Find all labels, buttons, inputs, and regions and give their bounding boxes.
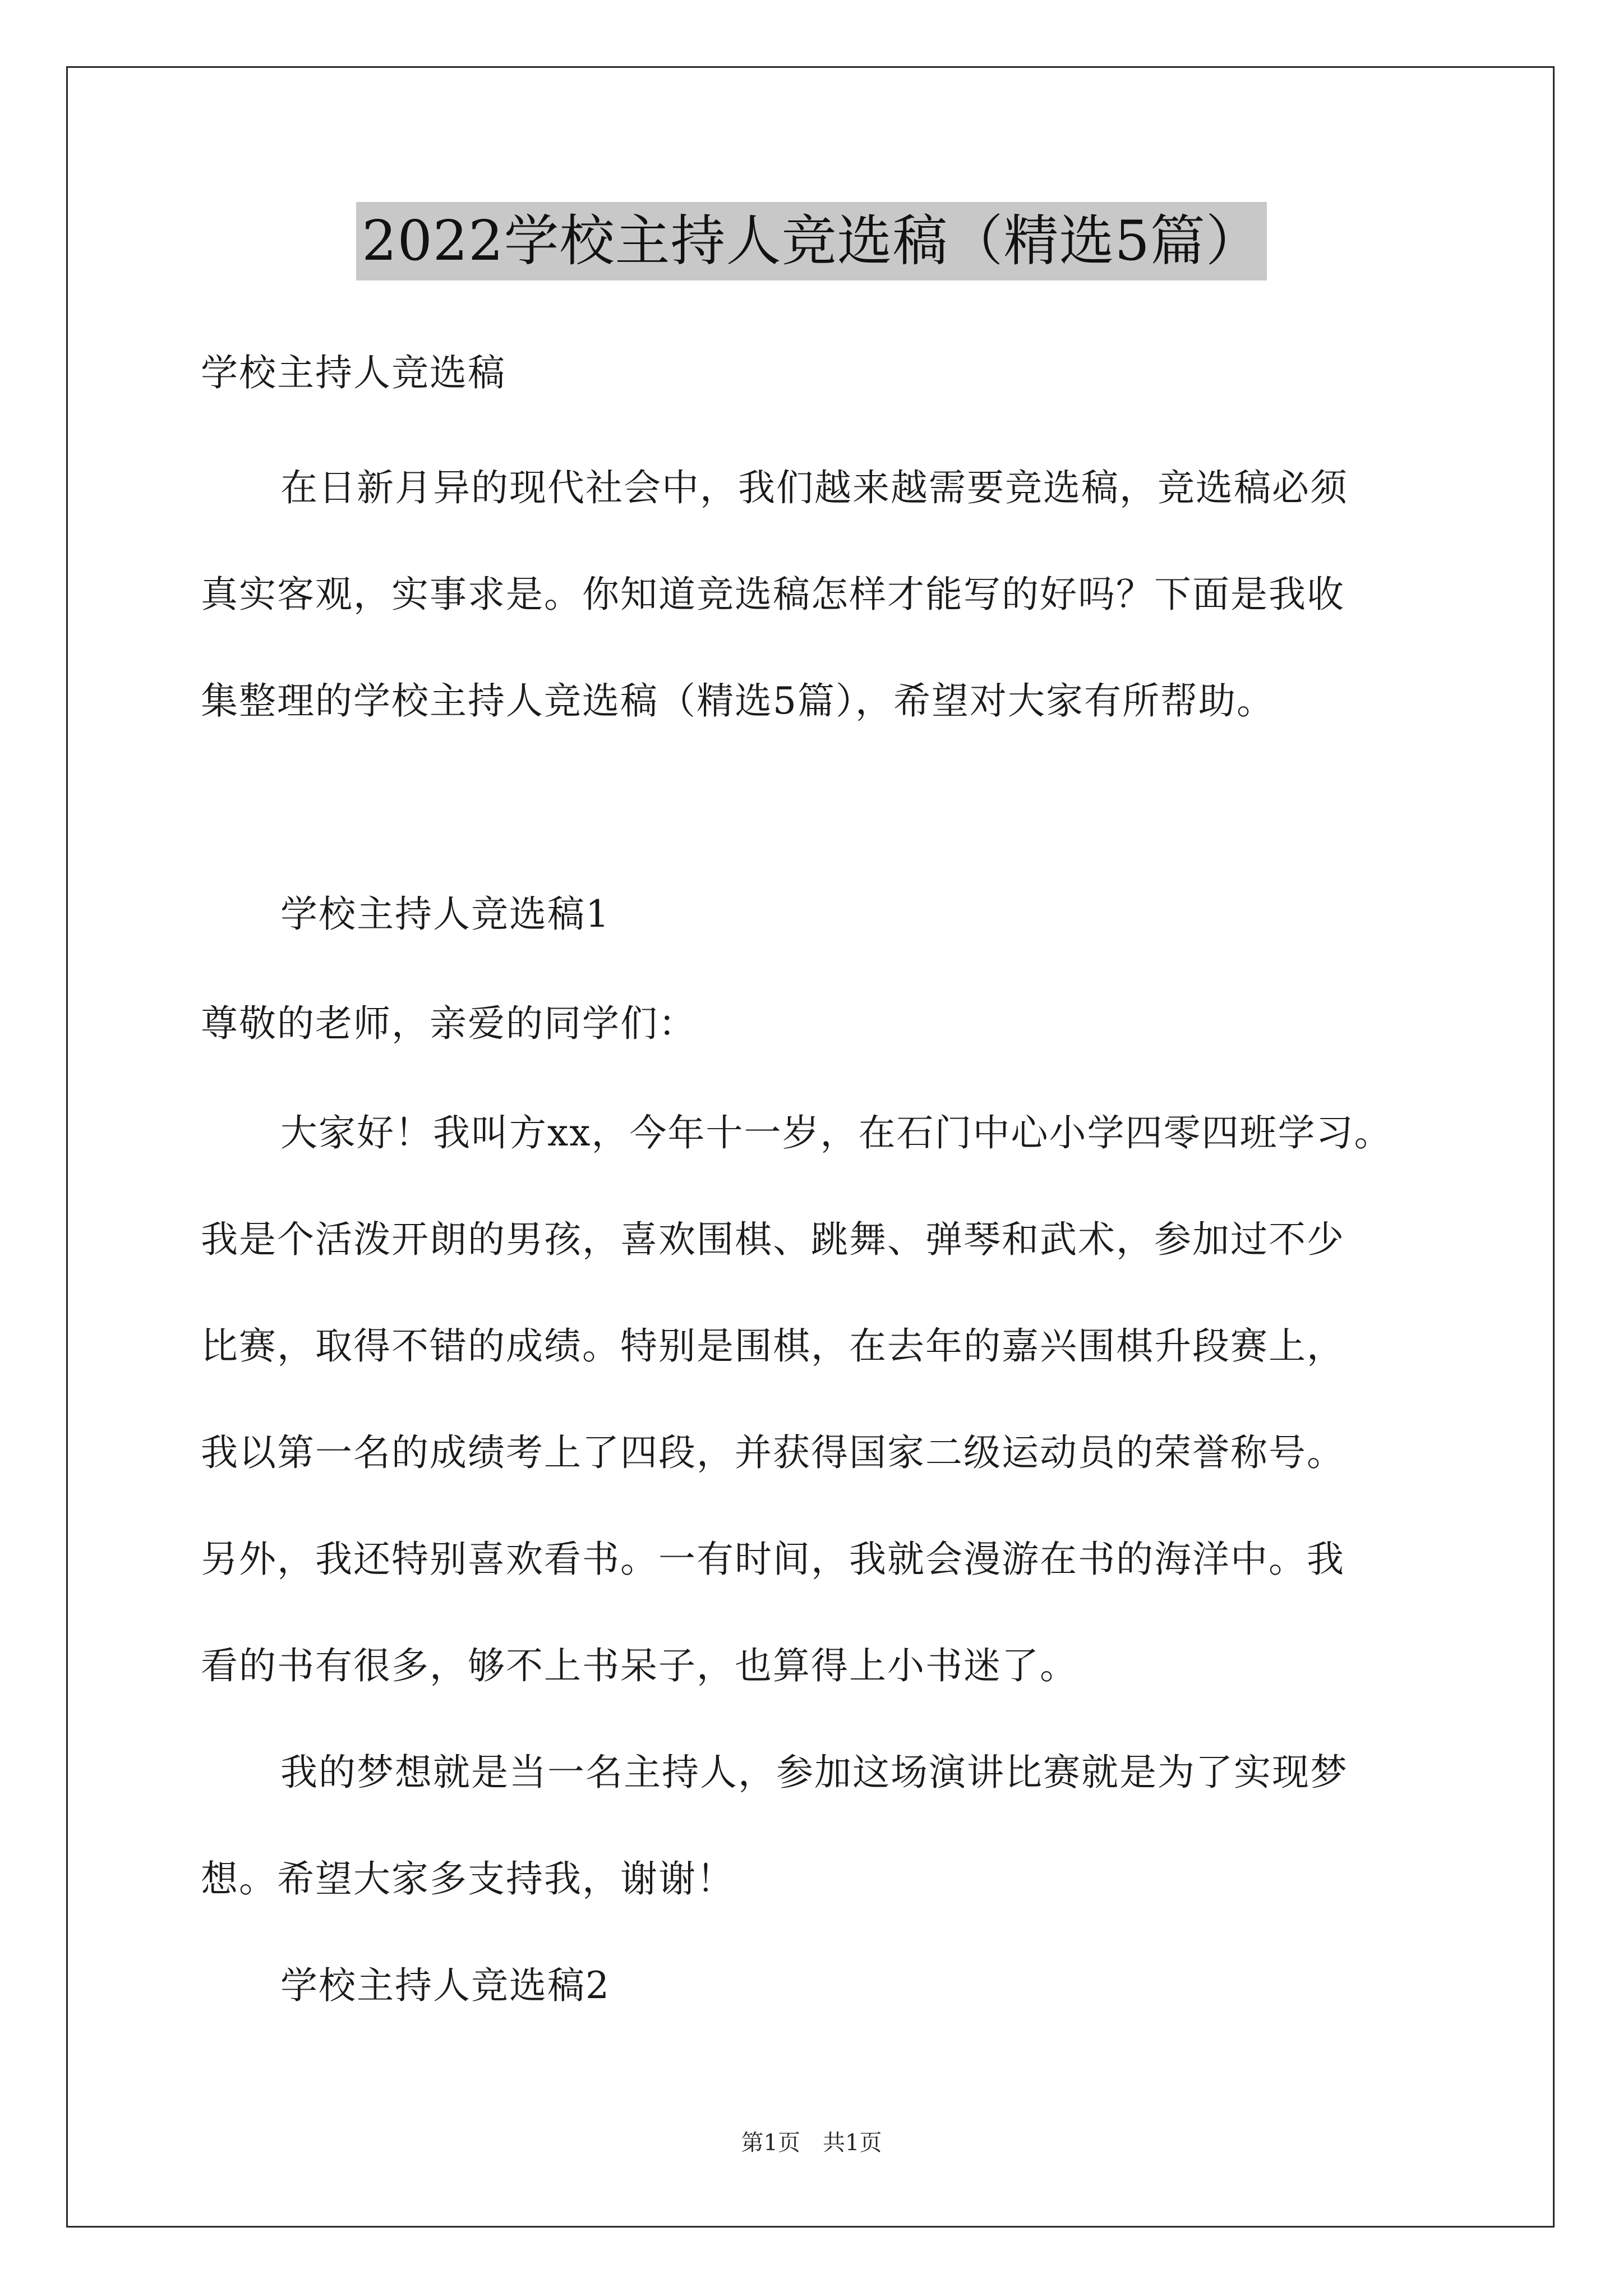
paragraph-line: 我以第一名的成绩考上了四段，并获得国家二级运动员的荣誉称号。	[201, 1431, 1345, 1474]
paragraph-line: 比赛，取得不错的成绩。特别是围棋，在去年的嘉兴围棋升段赛上，	[201, 1324, 1345, 1368]
title-container	[0, 202, 1623, 280]
paragraph-line: 另外，我还特别喜欢看书。一有时间，我就会漫游在书的海洋中。我	[201, 1538, 1345, 1581]
paragraph-line: 集整理的学校主持人竞选稿（精选5篇），希望对大家有所帮助。	[201, 679, 1275, 723]
page-footer: 第1页 共1页	[741, 2130, 882, 2156]
section-heading: 学校主持人竞选稿1	[280, 892, 610, 936]
salutation: 尊敬的老师，亲爱的同学们：	[201, 1002, 697, 1045]
paragraph-line: 在日新月异的现代社会中，我们越来越需要竞选稿，竞选稿必须	[280, 466, 1348, 509]
subheading: 学校主持人竞选稿	[201, 351, 506, 394]
section-heading: 学校主持人竞选稿2	[280, 1964, 610, 2007]
paragraph-line: 大家好！我叫方xx，今年十一岁，在石门中心小学四零四班学习。	[280, 1111, 1393, 1154]
paragraph-line: 真实客观，实事求是。你知道竞选稿怎样才能写的好吗？下面是我收	[201, 573, 1345, 616]
paragraph-line: 想。希望大家多支持我，谢谢！	[201, 1857, 735, 1901]
paragraph-line: 我是个活泼开朗的男孩，喜欢围棋、跳舞、弹琴和武术，参加过不少	[201, 1218, 1345, 1261]
document-title: 2022学校主持人竞选稿（精选5篇）	[356, 202, 1267, 280]
paragraph-line: 我的梦想就是当一名主持人，参加这场演讲比赛就是为了实现梦	[280, 1751, 1348, 1794]
paragraph-line: 看的书有很多，够不上书呆子，也算得上小书迷了。	[201, 1644, 1078, 1687]
